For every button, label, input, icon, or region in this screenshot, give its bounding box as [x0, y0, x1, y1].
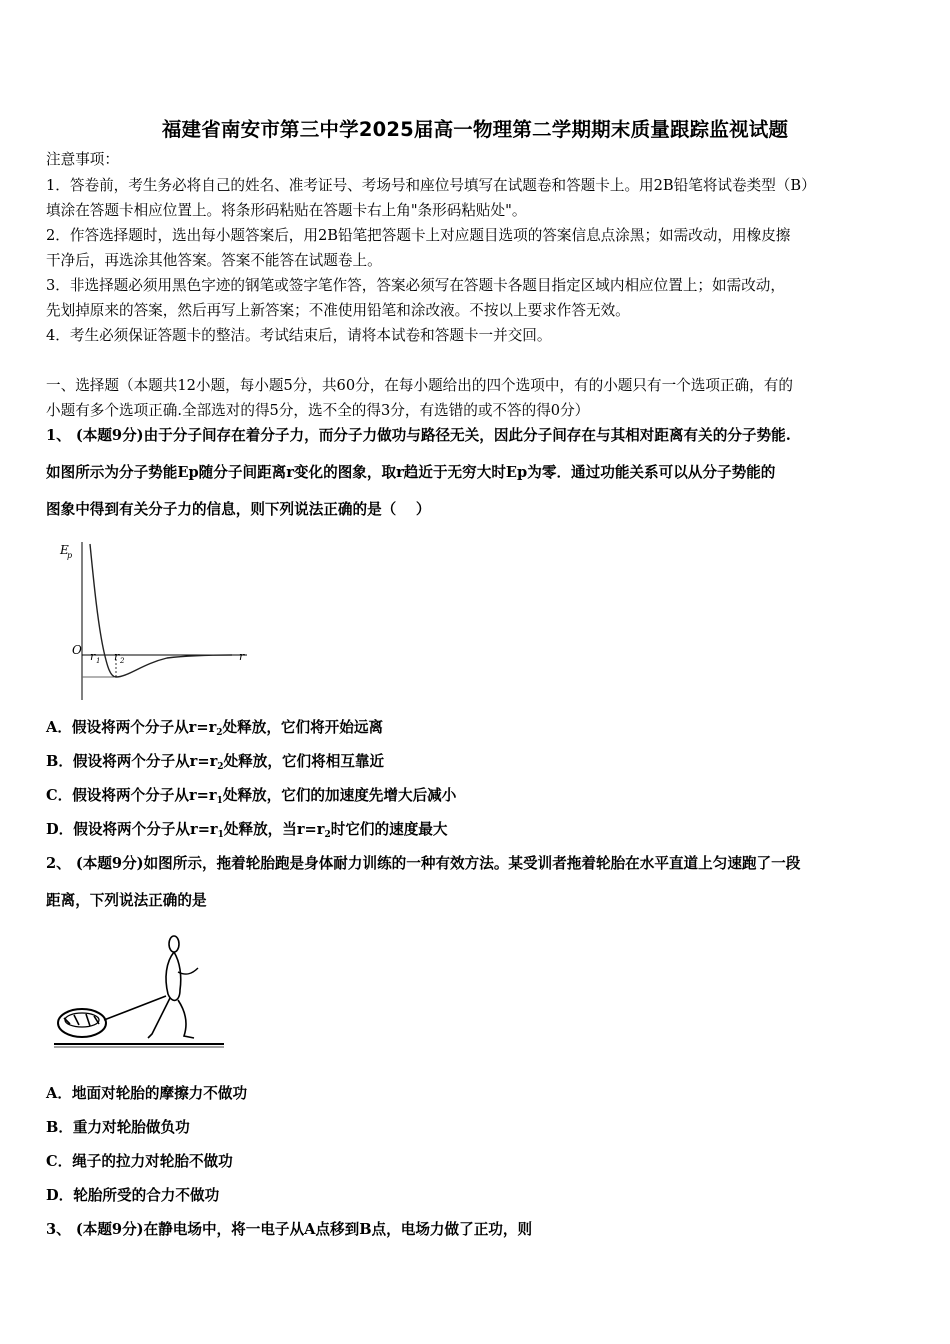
- potential-energy-graph: [52, 540, 262, 705]
- r2-sub: 2: [120, 657, 125, 665]
- origin-label: O: [72, 643, 82, 657]
- section-heading: 小题有多个选项正确.全部选对的得5分，选不全的得3分，有选错的或不答的得0分）: [46, 402, 590, 419]
- r1-label: r: [90, 650, 96, 663]
- r2-label: r: [114, 650, 120, 663]
- ylabel-sub: p: [67, 551, 73, 560]
- notice-line: 填涂在答题卡相应位置上。将条形码粘贴在答题卡右上角"条形码粘贴处"。: [46, 202, 527, 219]
- q2-option-c[interactable]: C．绳子的拉力对轮胎不做功: [46, 1153, 233, 1170]
- section-heading: 一、选择题（本题共12小题，每小题5分，共60分，在每小题给出的四个选项中，有的小题只有一个选项正确，有的: [46, 377, 793, 394]
- q1-stem: 如图所示为分子势能Ep随分子间距离r变化的图象，取r趋近于无穷大时Ep为零．通过功能关系可以从分子势能的: [46, 464, 776, 481]
- tire-drag-illustration: [52, 932, 232, 1050]
- notice-line: 4．考生必须保证答题卡的整洁。考试结束后，请将本试卷和答题卡一并交回。: [46, 327, 552, 344]
- q1-option-c[interactable]: C．假设将两个分子从$r=r_1$处释放，它们的加速度先增大后减小: [46, 787, 457, 806]
- q1-option-a[interactable]: A．假设将两个分子从$r=r_2$处释放，它们将开始远离: [46, 719, 384, 738]
- q2-option-d[interactable]: D．轮胎所受的合力不做功: [46, 1187, 220, 1204]
- notice-line: 2．作答选择题时，选出每小题答案后，用2B铅笔把答题卡上对应题目选项的答案信息点涂黑；如需改动，用橡皮擦: [46, 227, 791, 244]
- notice-line: 干净后，再选涂其他答案。答案不能答在试题卷上。: [46, 252, 382, 269]
- q2-stem: 距离，下列说法正确的是: [46, 892, 207, 909]
- q2-option-b[interactable]: B．重力对轮胎做负功: [46, 1119, 190, 1136]
- q1-option-d[interactable]: D．假设将两个分子从$r=r_1$处释放，当$r=r_2$时它们的速度最大: [46, 821, 448, 840]
- q1-stem: 1、 (本题9分)由于分子间存在着分子力，而分子力做功与路径无关，因此分子间存在与其相对距离有关的分子势能.: [46, 427, 791, 444]
- notice-heading: 注意事项：: [46, 151, 119, 168]
- notice-line: 1．答卷前，考生务必将自己的姓名、准考证号、考场号和座位号填写在试题卷和答题卡上。用2B铅笔将试卷类型（B）: [46, 177, 816, 194]
- q2-option-a[interactable]: A．地面对轮胎的摩擦力不做功: [46, 1085, 248, 1102]
- q2-stem: 2、 (本题9分)如图所示，拖着轮胎跑是身体耐力训练的一种有效方法。某受训者拖着轮胎在水平直道上匀速跑了一段: [46, 855, 801, 872]
- notice-line: 3．非选择题必须用黑色字迹的钢笔或签字笔作答，答案必须写在答题卡各题目指定区域内相应位置上；如需改动，: [46, 277, 785, 294]
- notice-line: 先划掉原来的答案，然后再写上新答案；不准使用铅笔和涂改液。不按以上要求作答无效。: [46, 302, 630, 319]
- q1-option-b[interactable]: B．假设将两个分子从$r=r_2$处释放，它们将相互靠近: [46, 753, 385, 772]
- q3-stem: 3、 (本题9分)在静电场中，将一电子从A点移到B点，电场力做了正功，则: [46, 1221, 533, 1238]
- ylabel: E: [60, 543, 69, 557]
- xlabel: r: [239, 650, 245, 663]
- r1-sub: 1: [96, 657, 101, 665]
- q1-stem: 图象中得到有关分子力的信息，则下列说法正确的是（ ）: [46, 501, 431, 518]
- page-title: 福建省南安市第三中学2025届高一物理第二学期期末质量跟踪监视试题: [161, 118, 789, 141]
- ep-curve: [90, 544, 232, 677]
